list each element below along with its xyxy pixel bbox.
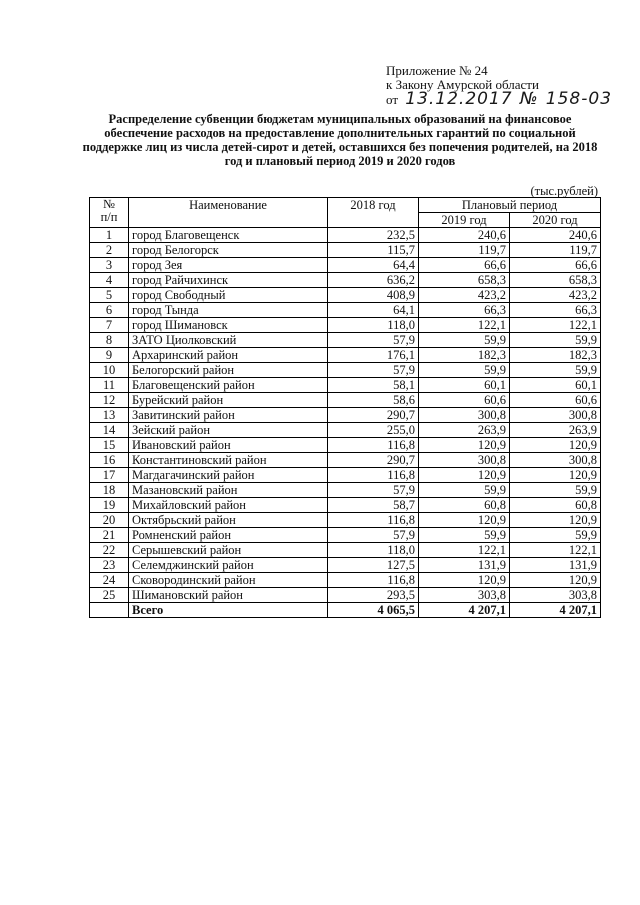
row-name: город Райчихинск	[129, 273, 328, 288]
row-number	[90, 603, 129, 618]
row-name: Всего	[129, 603, 328, 618]
table-row	[90, 363, 601, 378]
row-value-2018: 116,8	[328, 513, 419, 528]
row-value-2018: 57,9	[328, 528, 419, 543]
header-plan-period: Плановый период	[419, 198, 601, 213]
number-sign: №	[519, 89, 539, 109]
row-value-2019: 4 207,1	[419, 603, 510, 618]
row-value-2019: 120,9	[419, 438, 510, 453]
row-value-2020: 66,6	[510, 258, 601, 273]
row-name: город Шимановск	[129, 318, 328, 333]
row-number: 8	[90, 333, 129, 348]
row-name: город Свободный	[129, 288, 328, 303]
row-value-2019: 300,8	[419, 453, 510, 468]
handwritten-law-number: 158-03	[545, 89, 613, 109]
row-value-2018: 57,9	[328, 483, 419, 498]
row-number: 6	[90, 303, 129, 318]
table-row	[90, 483, 601, 498]
row-value-2018: 4 065,5	[328, 603, 419, 618]
row-value-2018: 232,5	[328, 228, 419, 243]
row-value-2019: 182,3	[419, 348, 510, 363]
row-number: 15	[90, 438, 129, 453]
row-value-2019: 120,9	[419, 573, 510, 588]
row-value-2018: 408,9	[328, 288, 419, 303]
table-row	[90, 318, 601, 333]
header-2018: 2018 год	[328, 198, 419, 228]
row-number: 14	[90, 423, 129, 438]
row-number: 20	[90, 513, 129, 528]
row-value-2018: 176,1	[328, 348, 419, 363]
row-value-2018: 290,7	[328, 453, 419, 468]
row-name: Сковородинский район	[129, 573, 328, 588]
units-label: (тыс.рублей)	[530, 184, 598, 198]
row-name: Ромненский район	[129, 528, 328, 543]
row-name: Константиновский район	[129, 453, 328, 468]
row-name: Завитинский район	[129, 408, 328, 423]
row-value-2020: 60,8	[510, 498, 601, 513]
row-value-2019: 120,9	[419, 513, 510, 528]
table-row	[90, 498, 601, 513]
table-row	[90, 258, 601, 273]
row-value-2018: 255,0	[328, 423, 419, 438]
row-value-2020: 120,9	[510, 438, 601, 453]
row-number: 12	[90, 393, 129, 408]
appendix-prefix: от	[386, 92, 399, 107]
subvention-table	[89, 197, 601, 618]
row-value-2018: 58,7	[328, 498, 419, 513]
row-name: Белогорский район	[129, 363, 328, 378]
row-value-2020: 59,9	[510, 483, 601, 498]
table-row	[90, 513, 601, 528]
table-row	[90, 558, 601, 573]
row-value-2020: 120,9	[510, 573, 601, 588]
row-name: Октябрьский район	[129, 513, 328, 528]
row-value-2019: 59,9	[419, 483, 510, 498]
row-name: Шимановский район	[129, 588, 328, 603]
row-value-2018: 116,8	[328, 573, 419, 588]
row-number: 19	[90, 498, 129, 513]
row-value-2018: 64,1	[328, 303, 419, 318]
row-value-2020: 122,1	[510, 318, 601, 333]
table-row	[90, 438, 601, 453]
table-row	[90, 453, 601, 468]
row-number: 16	[90, 453, 129, 468]
row-value-2019: 423,2	[419, 288, 510, 303]
row-value-2019: 263,9	[419, 423, 510, 438]
table-row	[90, 408, 601, 423]
table-row	[90, 378, 601, 393]
row-value-2018: 64,4	[328, 258, 419, 273]
row-value-2020: 59,9	[510, 528, 601, 543]
row-value-2019: 59,9	[419, 333, 510, 348]
row-name: Серышевский район	[129, 543, 328, 558]
row-name: Благовещенский район	[129, 378, 328, 393]
header-name: Наименование	[129, 198, 328, 228]
table-row	[90, 228, 601, 243]
row-value-2019: 120,9	[419, 468, 510, 483]
table-row	[90, 243, 601, 258]
row-value-2018: 57,9	[328, 333, 419, 348]
row-number: 3	[90, 258, 129, 273]
table-row	[90, 588, 601, 603]
table-row	[90, 273, 601, 288]
row-number: 1	[90, 228, 129, 243]
row-value-2019: 60,6	[419, 393, 510, 408]
row-value-2019: 119,7	[419, 243, 510, 258]
row-value-2020: 300,8	[510, 408, 601, 423]
row-number: 5	[90, 288, 129, 303]
table-row	[90, 423, 601, 438]
row-value-2018: 636,2	[328, 273, 419, 288]
row-value-2019: 60,8	[419, 498, 510, 513]
row-number: 7	[90, 318, 129, 333]
document-title: Распределение субвенции бюджетам муниципальных образований на финансовое обеспечение расходов на предоставление дополнительных гарантий по социальной поддержке лиц из числа детей-сирот и детей, оставшихся без попечения родителей, на 2018 год и плановый период 2019 и 2020 годов	[82, 112, 598, 168]
row-value-2020: 119,7	[510, 243, 601, 258]
row-value-2020: 182,3	[510, 348, 601, 363]
row-value-2018: 116,8	[328, 438, 419, 453]
header-number	[90, 198, 129, 228]
row-name: Магдагачинский район	[129, 468, 328, 483]
row-value-2019: 300,8	[419, 408, 510, 423]
row-value-2020: 303,8	[510, 588, 601, 603]
row-value-2020: 59,9	[510, 333, 601, 348]
table-row	[90, 303, 601, 318]
row-value-2018: 115,7	[328, 243, 419, 258]
row-name: Зейский район	[129, 423, 328, 438]
row-number: 23	[90, 558, 129, 573]
row-number: 2	[90, 243, 129, 258]
table-row	[90, 573, 601, 588]
table-row	[90, 333, 601, 348]
appendix-line-2: к Закону Амурской области	[386, 77, 539, 92]
header-2019: 2019 год	[419, 213, 510, 228]
row-value-2019: 303,8	[419, 588, 510, 603]
row-value-2020: 263,9	[510, 423, 601, 438]
total-row	[90, 603, 601, 618]
row-value-2018: 57,9	[328, 363, 419, 378]
row-value-2020: 4 207,1	[510, 603, 601, 618]
row-value-2020: 120,9	[510, 513, 601, 528]
header-number-line1: №	[103, 197, 115, 211]
appendix-block	[386, 64, 612, 107]
row-value-2020: 120,9	[510, 468, 601, 483]
row-value-2018: 118,0	[328, 543, 419, 558]
row-number: 11	[90, 378, 129, 393]
row-number: 18	[90, 483, 129, 498]
row-value-2020: 59,9	[510, 363, 601, 378]
row-value-2020: 131,9	[510, 558, 601, 573]
row-value-2019: 131,9	[419, 558, 510, 573]
row-value-2019: 658,3	[419, 273, 510, 288]
row-name: Михайловский район	[129, 498, 328, 513]
table-row	[90, 393, 601, 408]
row-name: Ивановский район	[129, 438, 328, 453]
row-value-2018: 293,5	[328, 588, 419, 603]
row-number: 21	[90, 528, 129, 543]
row-value-2019: 60,1	[419, 378, 510, 393]
table-row	[90, 288, 601, 303]
row-value-2019: 122,1	[419, 543, 510, 558]
row-number: 22	[90, 543, 129, 558]
header-number-line2: п/п	[100, 210, 118, 224]
row-name: Селемджинский район	[129, 558, 328, 573]
row-value-2020: 658,3	[510, 273, 601, 288]
row-name: город Благовещенск	[129, 228, 328, 243]
row-value-2018: 290,7	[328, 408, 419, 423]
row-name: город Зея	[129, 258, 328, 273]
row-value-2020: 300,8	[510, 453, 601, 468]
row-name: Архаринский район	[129, 348, 328, 363]
row-value-2018: 127,5	[328, 558, 419, 573]
row-number: 4	[90, 273, 129, 288]
row-name: Мазановский район	[129, 483, 328, 498]
row-number: 25	[90, 588, 129, 603]
row-value-2018: 116,8	[328, 468, 419, 483]
row-value-2020: 66,3	[510, 303, 601, 318]
row-value-2019: 240,6	[419, 228, 510, 243]
table-row	[90, 543, 601, 558]
handwritten-date: 13.12.2017	[405, 89, 513, 109]
row-value-2020: 60,1	[510, 378, 601, 393]
row-value-2019: 59,9	[419, 528, 510, 543]
row-value-2018: 118,0	[328, 318, 419, 333]
table-row	[90, 468, 601, 483]
row-value-2020: 423,2	[510, 288, 601, 303]
row-name: город Тында	[129, 303, 328, 318]
row-name: город Белогорск	[129, 243, 328, 258]
row-number: 24	[90, 573, 129, 588]
row-value-2019: 122,1	[419, 318, 510, 333]
row-value-2019: 66,6	[419, 258, 510, 273]
appendix-line-3	[386, 89, 613, 109]
header-2020: 2020 год	[510, 213, 601, 228]
row-value-2019: 59,9	[419, 363, 510, 378]
row-number: 10	[90, 363, 129, 378]
row-value-2019: 66,3	[419, 303, 510, 318]
row-value-2018: 58,1	[328, 378, 419, 393]
row-value-2020: 122,1	[510, 543, 601, 558]
row-value-2020: 60,6	[510, 393, 601, 408]
row-name: Бурейский район	[129, 393, 328, 408]
row-number: 17	[90, 468, 129, 483]
appendix-line-1: Приложение № 24	[386, 63, 488, 78]
table-row	[90, 348, 601, 363]
row-value-2018: 58,6	[328, 393, 419, 408]
table-row	[90, 528, 601, 543]
row-value-2020: 240,6	[510, 228, 601, 243]
row-name: ЗАТО Циолковский	[129, 333, 328, 348]
row-number: 13	[90, 408, 129, 423]
row-number: 9	[90, 348, 129, 363]
